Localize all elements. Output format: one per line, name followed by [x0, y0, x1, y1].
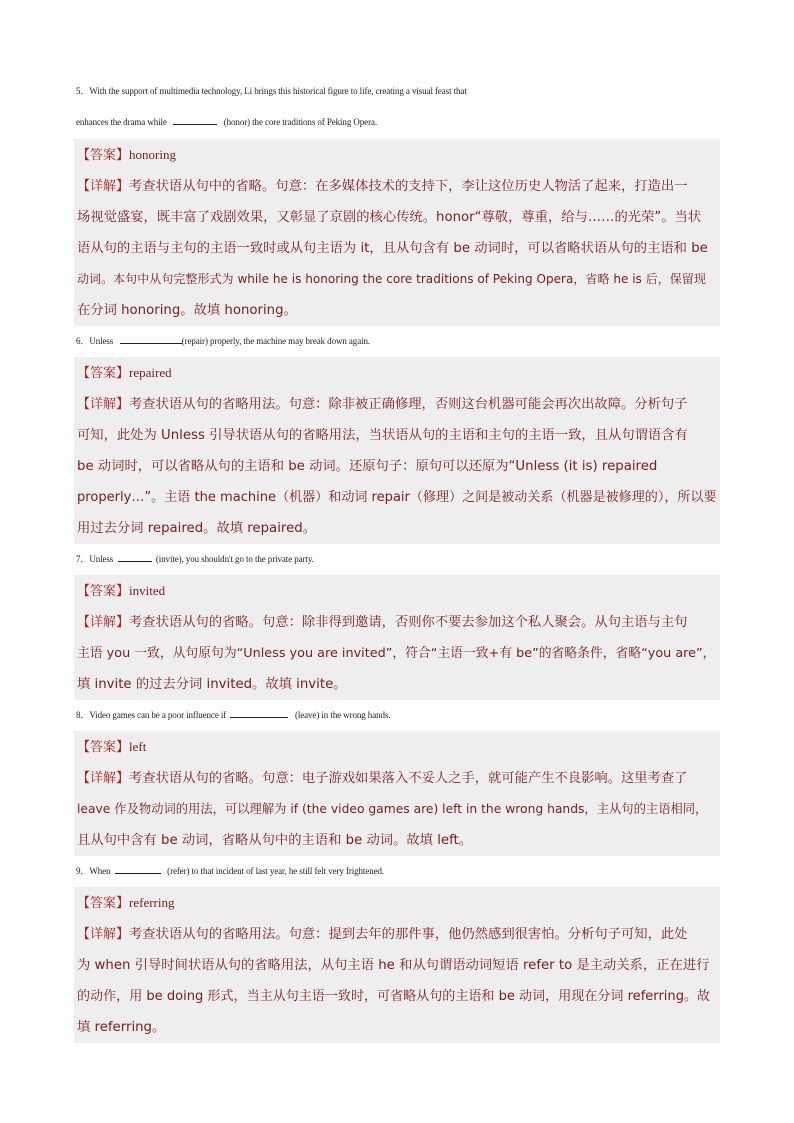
answer-box-7 [74, 575, 720, 700]
question-5-line-1 [76, 76, 726, 107]
detail-line: 在分词 honoring。故填 honoring。 [77, 303, 297, 318]
detail-row [77, 295, 717, 326]
detail-line: 考查状语从句的省略用法。句意：除非被正确修理，否则这台机器可能会再次出故障。分析句子 [129, 397, 688, 412]
detail-row [77, 607, 717, 638]
question-5 [76, 76, 726, 138]
answer-tag: 【答案】 [77, 896, 130, 911]
detail-line: 动词。本句中从句完整形式为 while he is honoring the core traditions of Peking Opera，省略 he is 后，保留现 [77, 272, 706, 286]
answer-text: referring [129, 895, 175, 910]
answer-row [77, 139, 717, 171]
detail-row [77, 638, 717, 669]
question-text: Unless [89, 554, 114, 564]
question-7 [76, 544, 726, 575]
answer-text: invited [129, 583, 166, 598]
question-text: When [89, 866, 111, 876]
question-8 [76, 700, 726, 731]
answer-box-9 [74, 887, 720, 1043]
question-5-line-2 [76, 107, 726, 138]
answer-row [77, 887, 717, 919]
detail-line: 主语 you 一致，从句原句为“Unless you are invited”，符合“主语一致+有 be”的省略条件，省略“you are”， [77, 646, 716, 661]
detail-row [77, 389, 717, 420]
answer-blank [120, 331, 182, 344]
detail-line: 填 referring。 [77, 1020, 166, 1035]
detail-row [77, 919, 717, 950]
answer-tag: 【答案】 [77, 148, 130, 163]
answer-text: left [129, 739, 147, 754]
question-number: 7． [76, 554, 90, 564]
detail-line: 考查状语从句中的省略。句意：在多媒体技术的支持下，李让这位历史人物活了起来，打造出一 [129, 179, 688, 194]
question-text: (repair) properly, the machine may break down again. [181, 336, 371, 346]
detail-line: 填 invite 的过去分词 invited。故填 invite。 [77, 677, 347, 692]
detail-row [77, 233, 717, 264]
answer-text: repaired [129, 365, 172, 380]
detail-tag: 【详解】 [77, 615, 130, 630]
question-text: (invite), you shouldn't go to the private party. [155, 554, 314, 564]
detail-line: leave 作及物动词的用法，可以理解为 if (the video games are) left in the wrong hands，主从句的主语相同， [77, 802, 708, 816]
answer-tag: 【答案】 [77, 584, 130, 599]
answer-blank [173, 112, 217, 125]
answer-box-5 [74, 139, 720, 326]
question-text: (leave) in the wrong hands. [294, 710, 391, 720]
detail-row [77, 513, 717, 544]
answer-box-6 [74, 357, 720, 544]
question-7-line-1 [76, 544, 726, 575]
detail-tag: 【详解】 [77, 179, 130, 194]
answer-blank [115, 861, 161, 874]
detail-tag: 【详解】 [77, 927, 130, 942]
question-text: Video games can be a poor influence if [89, 710, 227, 720]
detail-row [77, 669, 717, 700]
detail-line: properly…”。主语 the machine（机器）和动词 repair（修理）之间是被动关系（机器是被修理的），所以要 [77, 490, 717, 505]
question-6 [76, 326, 726, 357]
detail-row [77, 451, 717, 482]
detail-row [77, 420, 717, 451]
detail-line: be 动词时，可以省略从句的主语和 be 动词。还原句子：原句可以还原为“Unless (it is) repaired [77, 459, 658, 474]
answer-row [77, 731, 717, 763]
detail-line: 用过去分词 repaired。故填 repaired。 [77, 521, 316, 536]
detail-line: 场视觉盛宴，既丰富了戏剧效果，又彰显了京剧的核心传统。honor“尊敬，尊重，给与……的光荣”。当状 [77, 210, 702, 225]
detail-row [77, 794, 717, 825]
detail-row [77, 202, 717, 233]
question-9-line-1 [76, 856, 726, 887]
detail-line: 考查状语从句的省略。句意：电子游戏如果落入不妥人之手，就可能产生不良影响。这里考查了 [129, 771, 688, 786]
question-number: 8． [76, 710, 90, 720]
question-text: With the support of multimedia technology, Li brings this historical figure to life, creating a visual feast that [89, 86, 467, 96]
question-text: (honor) the core traditions of Peking Opera. [223, 117, 378, 127]
detail-row [77, 1012, 717, 1043]
answer-row [77, 357, 717, 389]
question-text: (refer) to that incident of last year, he still felt very frightened. [167, 866, 385, 876]
question-number: 6． [76, 336, 90, 346]
question-8-line-1 [76, 700, 726, 731]
question-number: 5． [76, 86, 90, 96]
question-number: 9． [76, 866, 90, 876]
answer-blank [230, 705, 288, 718]
question-9 [76, 856, 726, 887]
question-text: Unless [89, 336, 114, 346]
question-text: enhances the drama while [76, 117, 167, 127]
detail-line: 为 when 引导时间状语从句的省略用法，从句主语 he 和从句谓语动词短语 refer to 是主动关系，正在进行 [77, 958, 710, 973]
detail-line: 考查状语从句的省略用法。句意：提到去年的那件事，他仍然感到很害怕。分析句子可知，此处 [129, 927, 688, 942]
detail-tag: 【详解】 [77, 397, 130, 412]
answer-box-8 [74, 731, 720, 856]
detail-line: 的动作，用 be doing 形式，当主从句主语一致时，可省略从句的主语和 be 动词，用现在分词 referring。故 [77, 989, 711, 1004]
detail-line: 语从句的主语与主句的主语一致时或从句主语为 it，且从句含有 be 动词时，可以省略状语从句的主语和 be [77, 241, 708, 256]
detail-row [77, 482, 717, 513]
question-6-line-1 [76, 326, 726, 357]
answer-row [77, 575, 717, 607]
detail-row [77, 981, 717, 1012]
detail-row [77, 825, 717, 856]
detail-tag: 【详解】 [77, 771, 130, 786]
answer-blank [118, 549, 152, 562]
detail-line: 考查状语从句的省略。句意：除非得到邀请，否则你不要去参加这个私人聚会。从句主语与主句 [129, 615, 688, 630]
detail-row [77, 171, 717, 202]
detail-row [77, 264, 717, 295]
answer-text: honoring [129, 147, 176, 162]
detail-row [77, 763, 717, 794]
detail-line: 可知，此处为 Unless 引导状语从句的省略用法，当状语从句的主语和主句的主语一致，且从句谓语含有 [77, 428, 688, 443]
detail-row [77, 950, 717, 981]
answer-tag: 【答案】 [77, 366, 130, 381]
detail-line: 且从句中含有 be 动词，省略从句中的主语和 be 动词。故填 left。 [77, 833, 473, 848]
answer-tag: 【答案】 [77, 740, 130, 755]
